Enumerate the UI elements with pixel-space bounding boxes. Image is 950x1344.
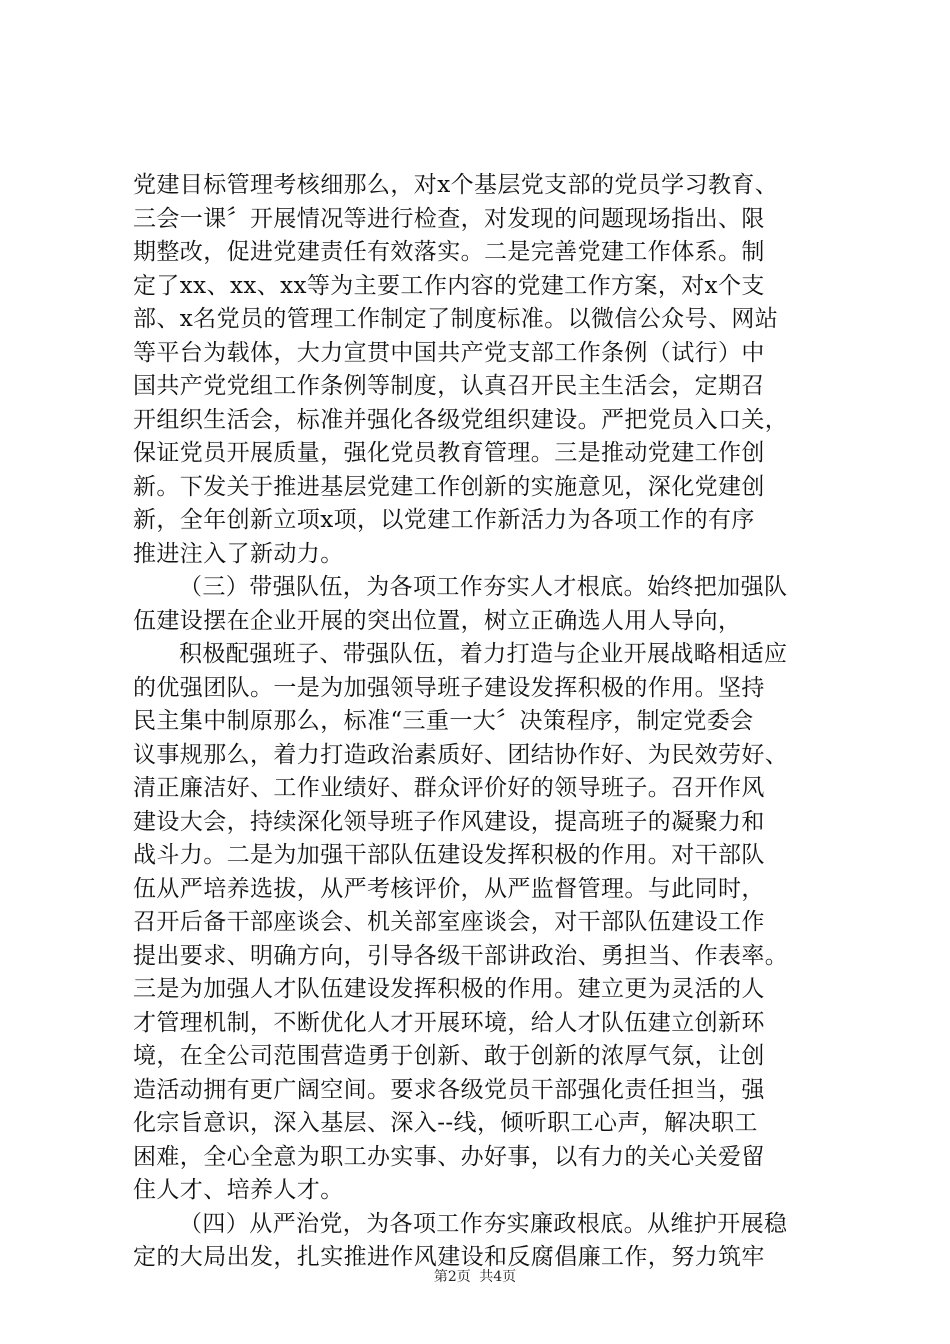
- body-text: [133, 169, 833, 1275]
- text-line: 开组织生活会，标准并强化各级党组织建设。严把党员入口关，: [133, 406, 789, 433]
- text-line: 推进注入了新动力。: [133, 540, 344, 567]
- text-line: 伍从严培养选拔，从严考核评价，从严监督管理。与此同时，: [133, 875, 765, 902]
- text-line: 民主集中制原那么，标准“三重一大〞决策程序，制定党委会: [133, 708, 754, 734]
- text-line: 境，在全公司范围营造勇于创新、敢于创新的浓厚气氛，让创: [133, 1043, 765, 1069]
- page-number: 第2页: [433, 1269, 471, 1285]
- text-line: 定的大局出发，扎实推进作风建设和反腐倡廉工作，努力筑牢: [133, 1244, 765, 1270]
- text-line: 三会一课〞开展情况等进行检查，对发现的问题现场指出、限: [133, 205, 765, 232]
- text-line: 新。下发关于推进基层党建工作创新的实施意见，深化党建创: [133, 473, 765, 500]
- text-line: 议事规那么，着力打造政治素质好、团结协作好、为民效劳好、: [133, 741, 789, 768]
- text-line: 困难，全心全意为职工办实事、办好事，以有力的关心关爱留: [133, 1143, 765, 1170]
- text-line: 定了xx、xx、xx等为主要工作内容的党建工作方案，对x个支: [133, 272, 765, 299]
- text-line: 化宗旨意识，深入基层、深入--线，倾听职工心声，解决职工: [133, 1110, 758, 1136]
- text-line: 党建目标管理考核细那么，对x个基层党支部的党员学习教育、: [133, 172, 779, 198]
- text-line: 部、x名党员的管理工作制定了制度标准。以微信公众号、网站: [133, 306, 779, 332]
- text-line: 新，全年创新立项x项，以党建工作新活力为各项工作的有序: [133, 507, 755, 533]
- text-line: 清正廉洁好、工作业绩好、群众评价好的领导班子。召开作风: [133, 775, 765, 801]
- text-line: 国共产党党组工作条例等制度，认真召开民主生活会，定期召: [133, 373, 765, 399]
- text-line: 才管理机制，不断优化人才开展环境，给人才队伍建立创新环: [133, 1009, 765, 1036]
- text-line: 的优强团队。一是为加强领导班子建设发挥积极的作用。坚持: [133, 674, 765, 701]
- text-line: 造活动拥有更广阔空间。要求各级党员干部强化责任担当，强: [133, 1076, 765, 1103]
- text-line: 三是为加强人才队伍建设发挥积极的作用。建立更为灵活的人: [133, 976, 765, 1002]
- text-line: 伍建设摆在企业开展的突出位置，树立正确选人用人导向，: [133, 607, 742, 634]
- text-line: 召开后备干部座谈会、机关部室座谈会，对干部队伍建设工作: [133, 909, 765, 935]
- text-line: （四）从严治党，为各项工作夯实廉政根底。从维护开展稳: [179, 1210, 788, 1237]
- text-line: 住人才、培养人才。: [133, 1177, 344, 1203]
- text-line: 建设大会，持续深化领导班子作风建设，提高班子的凝聚力和: [133, 808, 765, 835]
- text-line: 期整改，促进党建责任有效落实。二是完善党建工作体系。制: [133, 239, 765, 265]
- page-footer: [0, 1267, 950, 1287]
- text-line: 积极配强班子、带强队伍，着力打造与企业开展战略相适应: [179, 641, 788, 667]
- text-line: （三）带强队伍，为各项工作夯实人才根底。始终把加强队: [179, 574, 788, 600]
- text-line: 提出要求、明确方向，引导各级干部讲政治、勇担当、作表率。: [133, 942, 789, 969]
- page-total: 共4页: [479, 1269, 517, 1285]
- text-line: 保证党员开展质量，强化党员教育管理。三是推动党建工作创: [133, 440, 765, 466]
- text-line: 战斗力。二是为加强干部队伍建设发挥积极的作用。对干部队: [133, 842, 765, 868]
- text-line: 等平台为载体，大力宣贯中国共产党支部工作条例（试行）中: [133, 339, 765, 366]
